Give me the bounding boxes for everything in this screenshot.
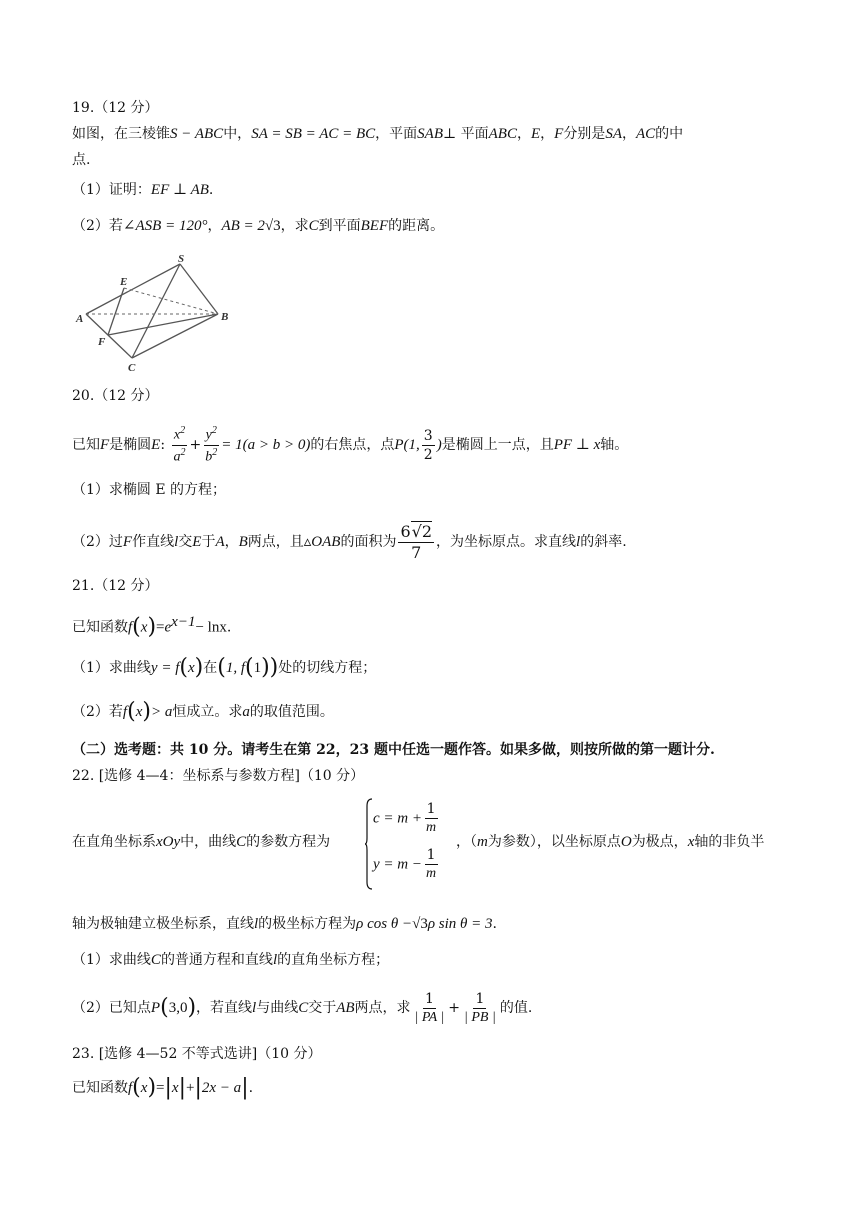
q22-stem-cont: 轴为极轴建立极坐标系，直线l的极坐标方程为ρ cos θ −√3ρ sin θ = 3. bbox=[72, 916, 497, 932]
q21-heading: 21.（12 分） bbox=[72, 578, 159, 594]
edge-ac bbox=[86, 314, 132, 358]
q19-text-5: ， bbox=[516, 126, 531, 142]
parametric-system bbox=[365, 798, 455, 890]
q19-text-3: ，平面 bbox=[375, 126, 418, 142]
edge-eb-hidden bbox=[124, 288, 218, 314]
q22-heading: 22. [选修 4—4：坐标系与参数方程]（10 分） bbox=[72, 768, 365, 784]
edge-ef bbox=[108, 288, 124, 335]
q19-stem bbox=[72, 124, 683, 144]
q20-text-1: 已知 bbox=[72, 437, 100, 453]
ellipse-x-term: $\frac{x^2}{a^2}$ bbox=[173, 424, 186, 465]
q19-heading: 19.（12 分） bbox=[72, 100, 159, 116]
q19-p2-sep: ， bbox=[207, 218, 222, 234]
edge-sb bbox=[180, 264, 218, 314]
q19-text-6: ， bbox=[540, 126, 555, 142]
q19-p1-expr: EF ⊥ AB bbox=[150, 182, 209, 198]
q20-stem bbox=[72, 425, 628, 465]
q19-p2-text-1: ，求 bbox=[280, 218, 309, 234]
q23-heading: 23. [选修 4—52 不等式选讲]（10 分） bbox=[72, 1046, 322, 1062]
q22-stem-right: ，（m为参数），以坐标原点O为极点，x轴的非负半 bbox=[456, 834, 765, 850]
q19-expr-5: E bbox=[530, 126, 541, 142]
q20-text-2: 是椭圆 bbox=[109, 437, 152, 453]
q19-text-9: 的中 bbox=[655, 126, 684, 142]
label-s: S bbox=[178, 253, 185, 265]
q19-p1-label: （1）证明： bbox=[72, 182, 151, 198]
q19-text-2: 中， bbox=[223, 126, 252, 142]
q19-expr-1: S − ABC bbox=[170, 126, 224, 142]
q19-expr-6: F bbox=[554, 126, 564, 142]
q19-p2-text-2: 到平面 bbox=[318, 218, 361, 234]
q19-expr-8: AC bbox=[635, 126, 656, 142]
ellipse-y-term: $\frac{y^2}{b^2}$ bbox=[205, 424, 218, 465]
parametric-eq-2: y = m − $\frac{1}{m}$ bbox=[373, 847, 437, 881]
q19-p2-angle: ∠ASB = 120° bbox=[122, 218, 208, 234]
q19-text-8: ， bbox=[621, 126, 636, 142]
ellipse-condition: = 1(a > b > 0) bbox=[221, 437, 311, 453]
edge-as bbox=[86, 264, 180, 314]
section-optional-heading: （二）选考题：共 10 分。请考生在第 22，23 题中任选一题作答。如果多做，则按所做的第一题计分. bbox=[72, 742, 715, 758]
q19-p2-bef: BEF bbox=[360, 218, 389, 234]
q19-part1 bbox=[72, 180, 213, 200]
q19-p2-root: √3 bbox=[264, 218, 281, 234]
q19-text-4: ⊥ 平面 bbox=[443, 126, 489, 142]
q20-f: F bbox=[100, 437, 110, 453]
q19-expr-2: SA = SB = AC = BC bbox=[251, 126, 376, 142]
q20-p: P bbox=[394, 437, 404, 453]
q20-part1: （1）求椭圆 E 的方程； bbox=[72, 482, 227, 498]
q20-colon: : bbox=[160, 437, 166, 453]
q19-p2-ab: AB = 2 bbox=[221, 218, 265, 234]
q20-part2: （2）过F作直线l交E于A，B两点，且▵OAB的面积为 $\frac{6√2}{7}$ ，为坐标原点。求直线l的斜率. bbox=[72, 521, 627, 562]
q20-p-frac: $\frac{3}{2}$ bbox=[423, 427, 433, 463]
q19-expr-3: SAB bbox=[417, 126, 443, 142]
q19-expr-7: SA bbox=[605, 126, 622, 142]
q20-p-close: ) bbox=[436, 437, 442, 453]
q20-text-5: 轴。 bbox=[600, 437, 629, 453]
edge-fb bbox=[108, 314, 218, 335]
q19-part2 bbox=[72, 216, 444, 236]
ellipse-plus: + bbox=[189, 437, 202, 453]
label-b: B bbox=[221, 311, 229, 323]
q19-p2-label: （2）若 bbox=[72, 218, 123, 234]
label-c: C bbox=[128, 362, 136, 374]
q20-text-4: 是椭圆上一点，且 bbox=[441, 437, 554, 453]
left-brace bbox=[365, 798, 373, 890]
q22-part1: （1）求曲线C的普通方程和直线l的直角坐标方程； bbox=[72, 952, 390, 968]
q20-text-3: 的右焦点，点 bbox=[310, 437, 395, 453]
q19-stem-cont: 点. bbox=[72, 152, 91, 168]
q19-p1-end: . bbox=[208, 182, 214, 198]
q21-stem: 已知函数$f(x)=e^{x-1}- \ln x$. bbox=[72, 614, 232, 640]
q21-part1: （1）求曲线y = f(x)在(1, f(1))处的切线方程； bbox=[72, 655, 377, 680]
q19-p2-text-3: 的距离。 bbox=[388, 218, 445, 234]
q22-part2: （2）已知点P(3,0)，若直线l与曲线C交于AB两点，求 $\frac{1}{| PA |}$ + $\frac{1}{| PB |}$ 的值. bbox=[72, 990, 533, 1025]
q19-expr-4: ABC bbox=[488, 126, 517, 142]
q21-part2: （2）若f(x)> a恒成立。求a的取值范围。 bbox=[72, 699, 334, 724]
pyramid-figure bbox=[70, 252, 240, 374]
q20-pf: PF ⊥ x bbox=[553, 437, 601, 453]
q20-p-open: (1, bbox=[403, 437, 420, 453]
label-f: F bbox=[98, 336, 106, 348]
q23-stem: 已知函数f(x)=|x|+|2x − a|. bbox=[72, 1075, 254, 1100]
parametric-eq-1: c = m + $\frac{1}{m}$ bbox=[373, 801, 437, 835]
edge-cb bbox=[132, 314, 218, 358]
edge-sc bbox=[132, 264, 180, 358]
label-e: E bbox=[120, 276, 128, 288]
q19-text-1: 如图，在三棱锥 bbox=[72, 126, 170, 142]
q20-triangle: ▵OAB bbox=[303, 534, 341, 550]
label-a: A bbox=[76, 313, 84, 325]
q20-heading: 20.（12 分） bbox=[72, 388, 159, 404]
q20-e: E bbox=[151, 437, 161, 453]
q20-area-frac: $\frac{6√2}{7}$ bbox=[400, 521, 433, 562]
q19-p2-c: C bbox=[308, 218, 319, 234]
q22-stem: 在直角坐标系xOy中，曲线C的参数方程为 bbox=[72, 834, 331, 850]
q19-text-7: 分别是 bbox=[563, 126, 606, 142]
